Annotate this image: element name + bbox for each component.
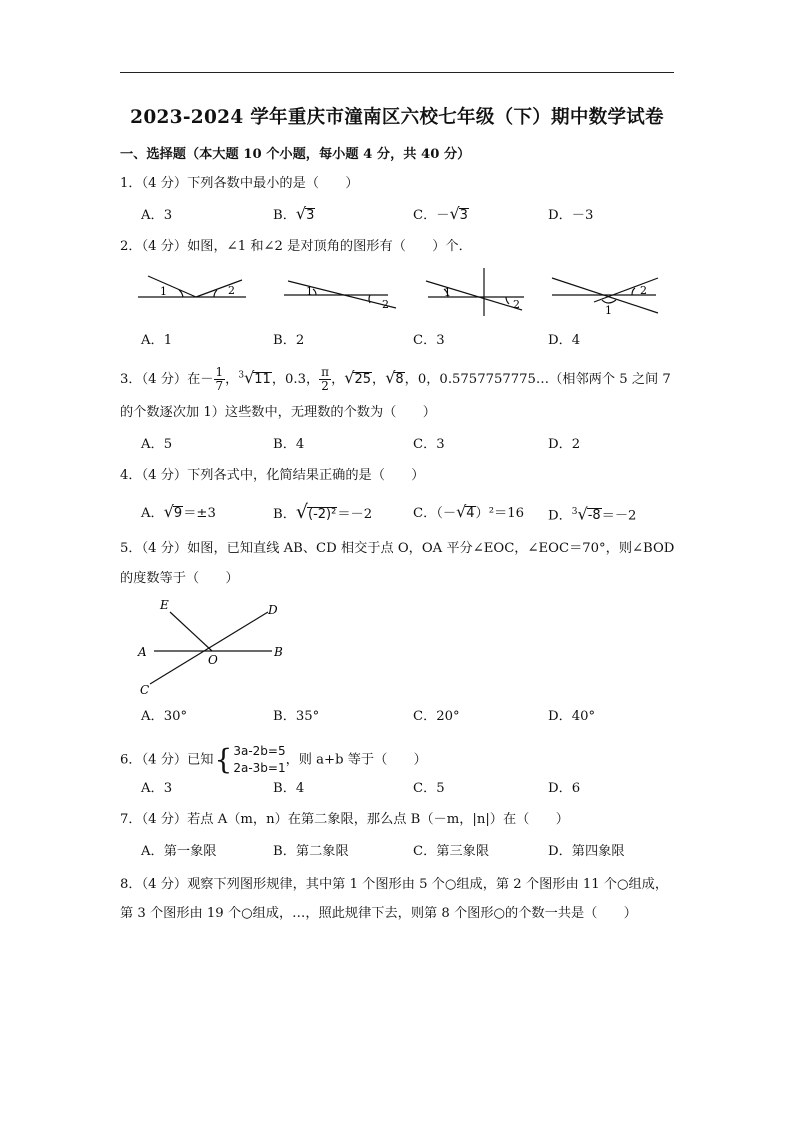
q6-brace: {	[214, 743, 233, 776]
q3-option-b: B．4	[273, 437, 305, 452]
q5-option-b: B．35°	[273, 709, 320, 724]
section-heading: 一、选择题（本大题 10 个小题，每小题 4 分，共 40 分）	[120, 147, 471, 162]
q6-stem: 6．（4 分）已知{ 3a-2b=5 2a-3b=1 ，则 a+b 等于（ ）	[120, 743, 427, 776]
q3-option-a: A．5	[141, 437, 173, 452]
header-rule	[120, 72, 674, 73]
q7-option-c: C．第三象限	[413, 844, 490, 859]
q2-figures	[138, 268, 678, 316]
q4-option-c: C．（－√4）²＝16	[413, 502, 524, 521]
q7-option-b: B．第二象限	[273, 844, 349, 859]
q3-option-d: D．2	[548, 437, 581, 452]
q1-option-b: B．√3	[273, 204, 315, 223]
q2-fig1-label-2: 2	[228, 284, 235, 297]
q2-option-d: D．4	[548, 333, 581, 348]
q2-fig2-label-1: 1	[306, 285, 313, 298]
q8-stem-line1: 8．（4 分）观察下列图形规律，其中第 1 个图形由 5 个○组成，第 2 个图形由 11 个○组成，	[120, 877, 669, 892]
q2-figure-3	[426, 268, 524, 316]
q5-stem-line2: 的度数等于（ ）	[120, 571, 239, 586]
q5-option-d: D．40°	[548, 709, 596, 724]
q2-fig4-label-2: 2	[640, 284, 647, 297]
q5-label-o: O	[208, 653, 218, 667]
q4-option-a: A．√9＝±3	[141, 502, 216, 521]
q5-label-c: C	[140, 683, 150, 696]
q1-option-c: C．－√3	[413, 204, 468, 223]
q5-label-a: A	[138, 645, 147, 659]
q2-fig4-label-1: 1	[605, 304, 612, 316]
q2-stem: 2．（4 分）如图，∠1 和∠2 是对顶角的图形有（ ）个．	[120, 239, 472, 254]
q2-fig3-label-2: 2	[513, 298, 520, 311]
q1-option-a: A．3	[141, 208, 173, 223]
q2-figure-2	[284, 281, 396, 308]
q5-label-d: D	[268, 603, 278, 617]
q5-label-b: B	[274, 645, 283, 659]
q2-fig1-label-1: 1	[160, 285, 167, 298]
q7-option-d: D．第四象限	[548, 844, 625, 859]
q5-stem-line1: 5．（4 分）如图，已知直线 AB、CD 相交于点 O，OA 平分∠EOC，∠EOC＝70°，则∠BOD	[120, 541, 675, 556]
q6-option-d: D．6	[548, 781, 581, 796]
q8-stem-line2: 第 3 个图形由 19 个○组成，…，照此规律下去，则第 8 个图形○的个数一共是（ ）	[120, 906, 637, 921]
q6-equations: 3a-2b=5 2a-3b=1	[233, 744, 286, 775]
q3-option-c: C．3	[413, 437, 445, 452]
q2-option-c: C．3	[413, 333, 445, 348]
q3-stem-line2: 的个数逐次加 1）这些数中，无理数的个数为（ ）	[120, 405, 436, 420]
q6-option-b: B．4	[273, 781, 305, 796]
q3-stem-line1: 3．（4 分）在－ $\frac{1}{7}$ ，$^3$√11，0.3， $\frac{\pi}{2}$ ，√25，√8，0，0.5757757775…（相邻两个 5 之间 7	[120, 365, 671, 393]
q6-option-c: C．5	[413, 781, 445, 796]
q4-stem: 4．（4 分）下列各式中，化简结果正确的是（ ）	[120, 468, 425, 483]
q4-option-d: D．$^3$√-8＝－2	[548, 504, 637, 524]
q4-option-b: B．√(-2)²＝－2	[273, 501, 373, 523]
q1-stem: 1．（4 分）下列各数中最小的是（ ）	[120, 176, 359, 191]
q3-fraction: $\frac{1}{7}$	[215, 365, 224, 393]
q5-figure	[136, 596, 296, 696]
q1-option-d: D．－3	[548, 208, 594, 223]
q6-option-a: A．3	[141, 781, 173, 796]
q5-option-c: C．20°	[413, 709, 460, 724]
q5-label-e: E	[160, 598, 169, 612]
q5-option-a: A．30°	[141, 709, 188, 724]
page-title: 2023-2024 学年重庆市潼南区六校七年级（下）期中数学试卷	[130, 107, 664, 128]
q2-option-a: A．1	[141, 333, 173, 348]
q2-fig3-label-1: 1	[444, 286, 451, 299]
q2-fig2-label-2: 2	[382, 298, 389, 311]
q7-option-a: A．第一象限	[141, 844, 217, 859]
q7-stem: 7．（4 分）若点 A（m，n）在第二象限，那么点 B（－m，|n|）在（ ）	[120, 812, 569, 827]
q2-option-b: B．2	[273, 333, 305, 348]
q3-pi-fraction: $\frac{\pi}{2}$	[321, 365, 330, 393]
